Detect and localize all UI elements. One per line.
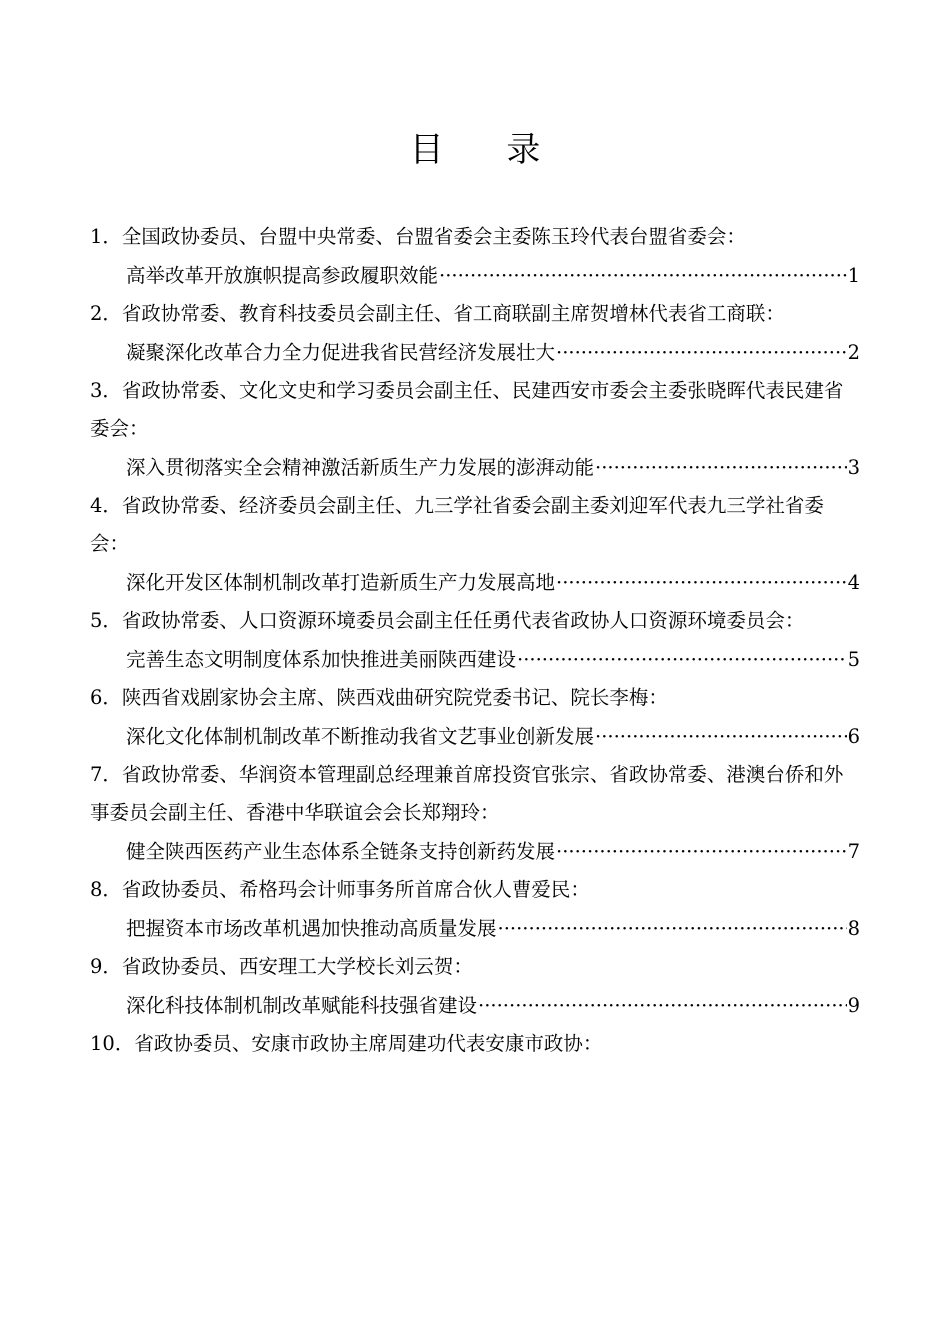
toc-entry-title: 深入贯彻落实全会精神激活新质生产力发展的澎湃动能 [126, 456, 595, 479]
toc-entry-heading: 3．省政协常委、文化文史和学习委员会副主任、民建西安市委会主委张晓晖代表民建省委会： [90, 379, 844, 440]
dot-leader [595, 448, 847, 487]
toc-entry-line[interactable] [90, 717, 860, 756]
toc-page-number: 1 [847, 264, 860, 287]
toc-page-number: 7 [847, 840, 860, 863]
toc-entry-heading: 2．省政协常委、教育科技委员会副主任、省工商联副主席贺增林代表省工商联： [90, 302, 785, 325]
toc-entry [90, 948, 860, 1025]
toc-entry-title: 完善生态文明制度体系加快推进美丽陕西建设 [126, 648, 517, 671]
toc-page-number: 5 [847, 648, 860, 671]
toc-entry-title: 高举改革开放旗帜提高参政履职效能 [126, 264, 439, 287]
toc-entry [90, 1025, 860, 1063]
toc-entry-title: 深化开发区体制机制改革打造新质生产力发展高地 [126, 571, 556, 594]
page-title: 目 录 [409, 130, 567, 170]
toc-entry-title: 凝聚深化改革合力全力促进我省民营经济发展壮大 [126, 341, 556, 364]
toc-entry-heading: 1．全国政协委员、台盟中央常委、台盟省委会主委陈玉玲代表台盟省委会： [90, 225, 746, 248]
toc-entry-title: 深化文化体制机制改革不断推动我省文艺事业创新发展 [126, 725, 595, 748]
toc-entry [90, 602, 860, 679]
toc-entry-line[interactable] [90, 448, 860, 487]
toc-entry-line[interactable] [90, 986, 860, 1025]
toc-page-number: 6 [847, 725, 860, 748]
toc-entry-heading: 5．省政协常委、人口资源环境委员会副主任任勇代表省政协人口资源环境委员会： [90, 609, 805, 632]
toc-entry-line[interactable] [90, 640, 860, 679]
dot-leader [517, 640, 847, 679]
toc-entry [90, 487, 860, 602]
toc-entry-title: 深化科技体制机制改革赋能科技强省建设 [126, 994, 478, 1017]
toc-entry-heading: 7．省政协常委、华润资本管理副总经理兼首席投资官张宗、省政协常委、港澳台侨和外事委员会副主任、香港中华联谊会会长郑翔玲： [90, 763, 844, 824]
toc-entry-heading: 4．省政协常委、经济委员会副主任、九三学社省委会副主委刘迎军代表九三学社省委会： [90, 494, 824, 555]
toc-page-number: 2 [847, 341, 860, 364]
toc-page-number: 3 [847, 456, 860, 479]
toc-entry-line[interactable] [90, 563, 860, 602]
toc-entry-title: 把握资本市场改革机遇加快推动高质量发展 [126, 917, 497, 940]
toc-entry [90, 679, 860, 756]
dot-leader [556, 333, 847, 372]
toc-entry-line[interactable] [90, 333, 860, 372]
toc-entry-line[interactable] [90, 909, 860, 948]
toc-entry-heading: 10．省政协委员、安康市政协主席周建功代表安康市政协： [90, 1032, 603, 1055]
dot-leader [478, 986, 847, 1025]
toc-entry [90, 218, 860, 295]
toc-entry-heading: 9．省政协委员、西安理工大学校长刘云贺： [90, 955, 473, 978]
toc-entry [90, 295, 860, 372]
toc-entry [90, 372, 860, 487]
dot-leader [556, 832, 847, 871]
toc-list [90, 218, 860, 1063]
toc-entry [90, 871, 860, 948]
dot-leader [595, 717, 847, 756]
toc-entry [90, 756, 860, 871]
toc-entry-heading: 8．省政协委员、希格玛会计师事务所首席合伙人曹爱民： [90, 878, 590, 901]
toc-entry-line[interactable] [90, 832, 860, 871]
dot-leader [498, 909, 847, 948]
toc-entry-line[interactable] [90, 256, 860, 295]
toc-entry-title: 健全陕西医药产业生态体系全链条支持创新药发展 [126, 840, 556, 863]
toc-page-number: 9 [847, 994, 860, 1017]
dot-leader [556, 563, 847, 602]
toc-entry-heading: 6．陕西省戏剧家协会主席、陕西戏曲研究院党委书记、院长李梅： [90, 686, 668, 709]
toc-page-number: 8 [847, 917, 860, 940]
toc-page-number: 4 [847, 571, 860, 594]
dot-leader [439, 256, 847, 295]
